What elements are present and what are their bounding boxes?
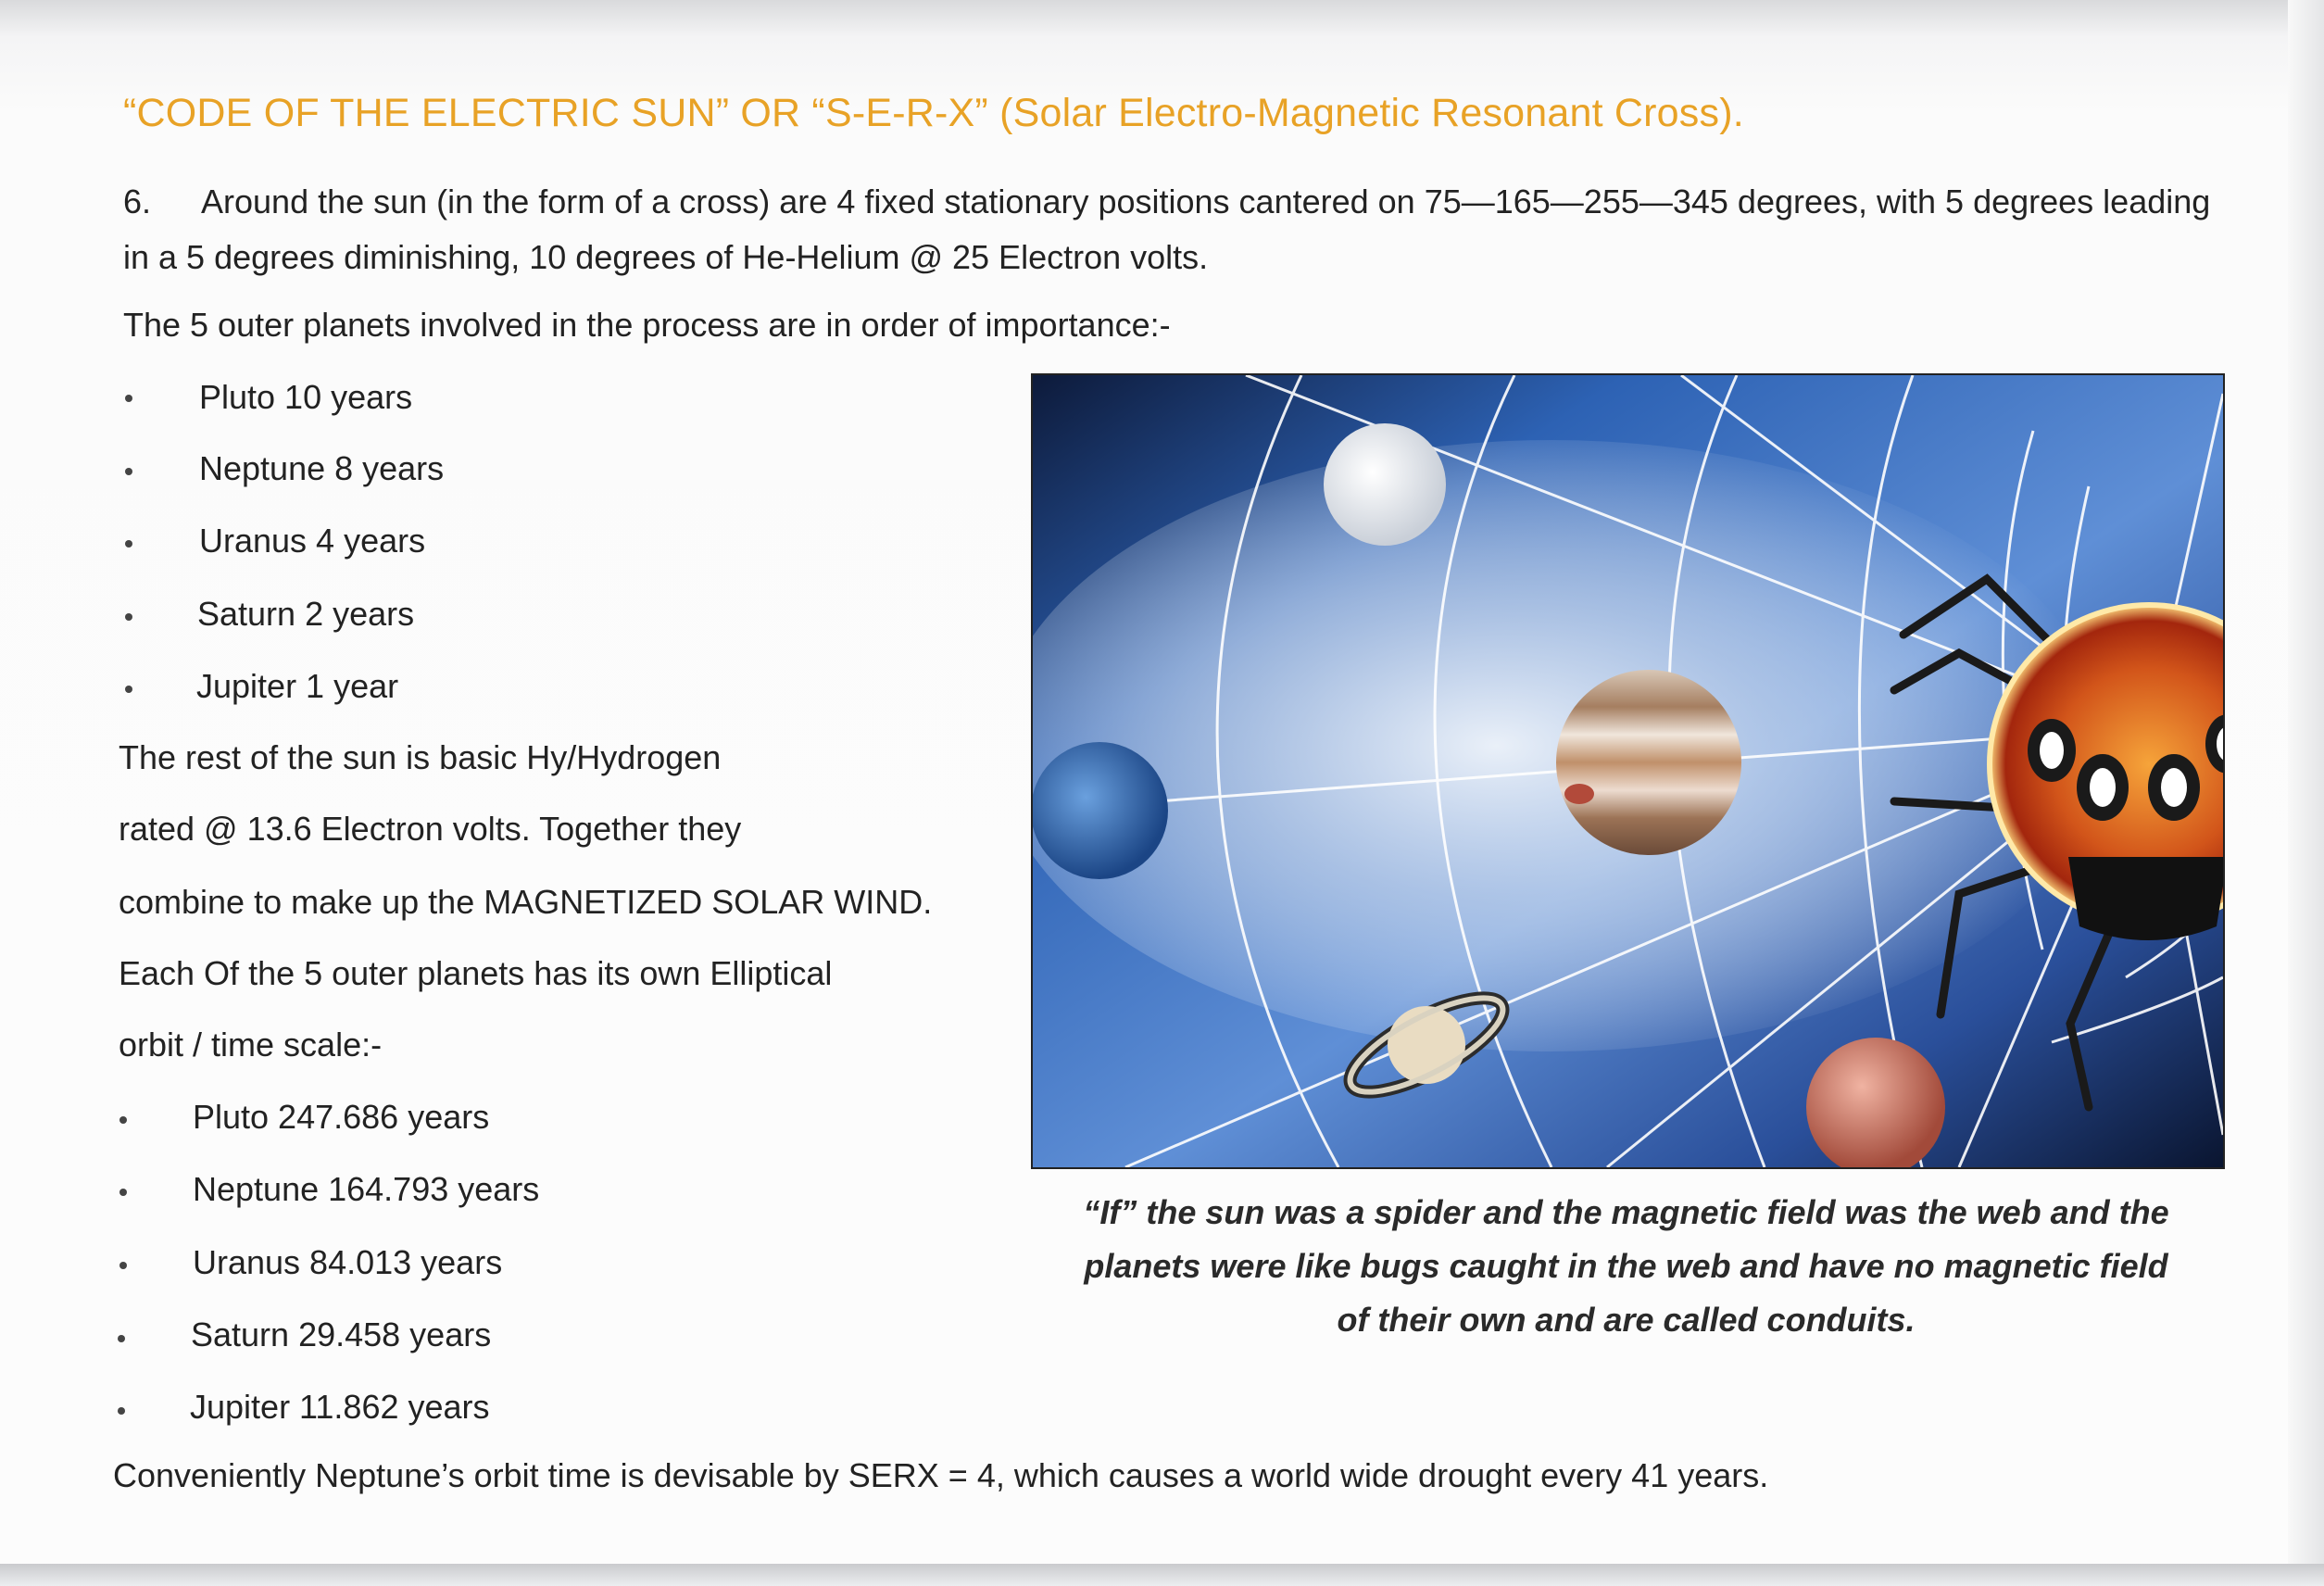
list-item: Jupiter 1 year xyxy=(196,667,399,705)
caption-line: “If” the sun was a spider and the magnetic field was the web and the xyxy=(1083,1193,2169,1231)
figure-caption xyxy=(1031,1186,2221,1347)
closing-paragraph: Conveniently Neptune’s orbit time is devisable by SERX = 4, which causes a world wide drought every 41 years. xyxy=(113,1456,1769,1494)
list-item: Uranus 84.013 years xyxy=(193,1243,503,1281)
list-item: Jupiter 11.862 years xyxy=(190,1388,490,1426)
text-line: Each Of the 5 outer planets has its own Elliptical xyxy=(119,954,833,992)
paragraph-number: 6. xyxy=(123,183,152,220)
text-line: The rest of the sun is basic Hy/Hydrogen xyxy=(119,738,722,776)
text-line: orbit / time scale:- xyxy=(119,1026,383,1064)
bullet-icon xyxy=(119,1116,127,1124)
spider-sun-illustration xyxy=(1031,373,2225,1169)
list-item: Neptune 164.793 years xyxy=(193,1170,540,1208)
bullet-icon xyxy=(118,1407,125,1415)
list-item: Uranus 4 years xyxy=(199,522,426,560)
bullet-icon xyxy=(125,468,132,475)
text-line: combine to make up the MAGNETIZED SOLAR WIND. xyxy=(119,883,933,921)
list-item: Saturn 2 years xyxy=(197,595,415,633)
jupiter-planet xyxy=(1556,670,1741,855)
list-item: Neptune 8 years xyxy=(199,449,445,487)
list-item: Pluto 247.686 years xyxy=(193,1098,490,1136)
neptune-planet xyxy=(1033,742,1168,879)
bullet-icon xyxy=(125,540,132,548)
caption-line: planets were like bugs caught in the web and have no magnetic field xyxy=(1084,1247,2168,1285)
list-item: Pluto 10 years xyxy=(199,378,413,416)
white-planet xyxy=(1324,423,1446,546)
bullet-icon xyxy=(119,1262,127,1269)
list-item: Saturn 29.458 years xyxy=(191,1315,492,1353)
bullet-icon xyxy=(125,613,132,621)
page-edge xyxy=(0,1564,2324,1586)
paragraph-6 xyxy=(123,174,2226,285)
bullet-icon xyxy=(118,1335,125,1342)
page-edge xyxy=(2288,0,2324,1586)
bullet-icon xyxy=(125,395,132,402)
bullet-icon xyxy=(125,686,132,693)
paragraph-6-text: Around the sun (in the form of a cross) are 4 fixed stationary positions cantered on 75—165—255—345 degrees, with 5 degrees leading in a 5 degrees diminishing, 10 degrees of He-Helium @ 25 Electron volts. xyxy=(123,183,2211,276)
outer-planets-intro: The 5 outer planets involved in the process are in order of importance:- xyxy=(123,306,1171,344)
text-line: rated @ 13.6 Electron volts. Together they xyxy=(119,810,742,848)
illustration-svg xyxy=(1033,375,2223,1167)
bullet-icon xyxy=(119,1189,127,1196)
caption-line: of their own and are called conduits. xyxy=(1337,1301,1916,1339)
document-title: “CODE OF THE ELECTRIC SUN” OR “S-E-R-X” (Solar Electro-Magnetic Resonant Cross). xyxy=(123,91,1744,135)
